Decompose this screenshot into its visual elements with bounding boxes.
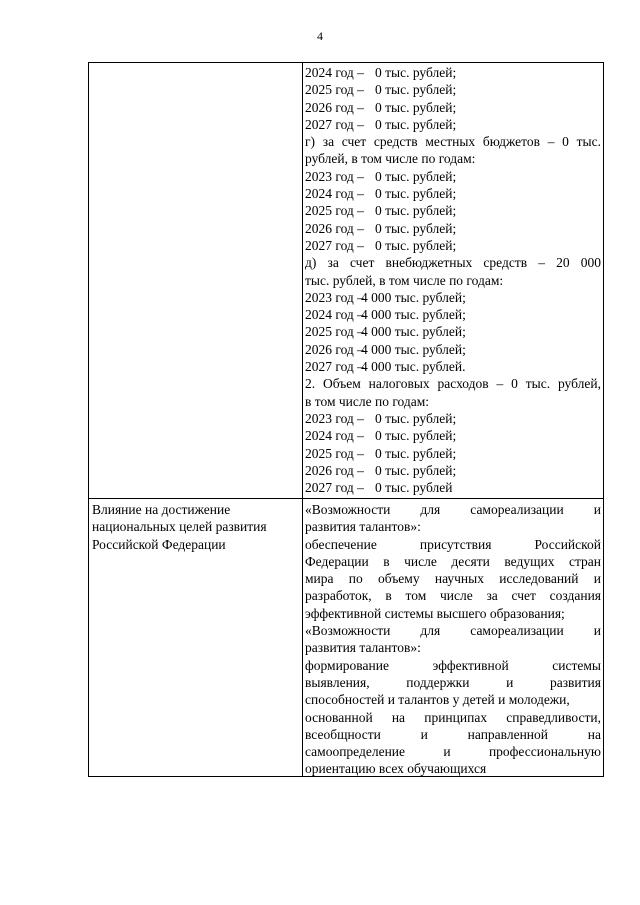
year-line — [305, 81, 601, 98]
year-label: 2026 год – — [305, 220, 364, 236]
year-label: 2024 год – — [305, 428, 364, 444]
goal-line: развития талантов»: — [305, 640, 421, 656]
year-line — [305, 358, 601, 375]
goal-line: разработок, в том числе за счет создания — [305, 588, 601, 604]
goal-line: развития талантов»: — [305, 519, 421, 535]
local-budget-heading: г) за счет средств местных бюджетов – 0 тыс. — [305, 134, 601, 150]
year-line — [305, 116, 601, 133]
label-line: национальных целей развития — [92, 519, 267, 535]
extrabudget-heading-cont: тыс. рублей, в том числе по годам: — [305, 272, 504, 288]
year-label: 2024 год – — [305, 186, 364, 202]
year-line — [305, 462, 601, 479]
goal-line: ориентацию всех обучающихся — [305, 761, 487, 777]
year-label: 2023 год – — [305, 168, 364, 184]
year-label: 2025 год – — [305, 82, 364, 98]
goal-line: способностей и талантов у детей и молодежи, — [305, 692, 570, 708]
year-label: 2023 год – — [305, 289, 364, 305]
goal-line: самоопределение и профессиональную — [305, 744, 601, 760]
year-line — [305, 445, 601, 462]
year-amount: 0 тыс. рублей; — [375, 65, 457, 80]
year-line — [305, 237, 601, 254]
financing-cell — [305, 64, 601, 496]
year-amount: 0 тыс. рублей; — [375, 82, 457, 98]
row-divider — [89, 498, 603, 499]
year-label: 2025 год – — [305, 445, 364, 461]
extrabudget-heading: д) за счет внебюджетных средств – 20 000 — [305, 255, 601, 271]
year-amount: 0 тыс. рублей; — [375, 203, 457, 219]
year-list-d — [305, 289, 601, 375]
year-label: 2026 год – — [305, 341, 364, 357]
goal-line: основанной на принципах справедливости, — [305, 709, 601, 725]
year-amount: 0 тыс. рублей; — [375, 462, 457, 478]
year-amount: 0 тыс. рублей; — [375, 237, 457, 253]
label-line: Влияние на достижение — [92, 502, 231, 517]
year-amount: 0 тыс. рублей — [375, 480, 453, 496]
year-amount: 0 тыс. рублей; — [375, 410, 457, 426]
year-label: 2027 год – — [305, 116, 364, 132]
goal-line: всеобщности и направленной на — [305, 726, 601, 742]
year-label: 2027 год – — [305, 480, 364, 496]
year-line — [305, 479, 601, 496]
goal-line: Федерации в числе десяти ведущих стран — [305, 553, 601, 569]
year-amount: 4 000 тыс. рублей; — [361, 324, 466, 340]
goal-line: эффективной системы высшего образования; — [305, 605, 565, 621]
year-amount: 4 000 тыс. рублей; — [361, 307, 466, 323]
year-list-a — [305, 64, 601, 133]
year-line — [305, 341, 601, 358]
year-line — [305, 289, 601, 306]
year-label: 2023 год – — [305, 410, 364, 426]
year-label: 2027 год – — [305, 359, 364, 375]
year-amount: 0 тыс. рублей; — [375, 445, 457, 461]
page-number: 4 — [317, 29, 323, 43]
year-line — [305, 306, 601, 323]
label-line: Российской Федерации — [92, 536, 226, 552]
goal-line: обеспечение присутствия Российской — [305, 536, 601, 552]
year-line — [305, 168, 601, 185]
year-label: 2024 год – — [305, 307, 364, 323]
local-budget-heading-cont: рублей, в том числе по годам: — [305, 151, 476, 167]
year-amount: 0 тыс. рублей; — [375, 116, 457, 132]
year-amount: 4 000 тыс. рублей; — [361, 289, 466, 305]
goal-line: «Возможности для самореализации и — [305, 502, 601, 517]
year-amount: 0 тыс. рублей; — [375, 99, 457, 115]
year-list-g — [305, 168, 601, 254]
year-label: 2026 год – — [305, 99, 364, 115]
year-line — [305, 64, 601, 81]
goal-line: выявления, поддержки и развития — [305, 674, 601, 690]
goal-line: мира по объему научных исследований и — [305, 571, 601, 587]
year-label: 2027 год – — [305, 237, 364, 253]
year-line — [305, 410, 601, 427]
tax-expenses-heading-cont: в том числе по годам: — [305, 393, 430, 409]
year-line — [305, 427, 601, 444]
year-label: 2025 год – — [305, 203, 364, 219]
year-amount: 0 тыс. рублей; — [375, 428, 457, 444]
year-line — [305, 323, 601, 340]
national-goals-label-cell — [92, 501, 296, 553]
year-amount: 0 тыс. рублей; — [375, 168, 457, 184]
year-label: 2025 год – — [305, 324, 364, 340]
year-amount: 4 000 тыс. рублей; — [361, 341, 466, 357]
year-line — [305, 99, 601, 116]
year-label: 2024 год – — [305, 65, 364, 80]
year-amount: 0 тыс. рублей; — [375, 186, 457, 202]
year-line — [305, 202, 601, 219]
national-goals-text-cell — [305, 501, 601, 778]
year-label: 2026 год – — [305, 462, 364, 478]
year-list-tax — [305, 410, 601, 496]
year-line — [305, 185, 601, 202]
year-amount: 0 тыс. рублей; — [375, 220, 457, 236]
year-amount: 4 000 тыс. рублей. — [361, 359, 466, 375]
column-divider — [302, 63, 303, 776]
tax-expenses-heading: 2. Объем налоговых расходов – 0 тыс. рублей, — [305, 376, 601, 392]
year-line — [305, 220, 601, 237]
goal-line: «Возможности для самореализации и — [305, 623, 601, 639]
goal-line: формирование эффективной системы — [305, 657, 601, 673]
passport-table — [88, 62, 604, 777]
